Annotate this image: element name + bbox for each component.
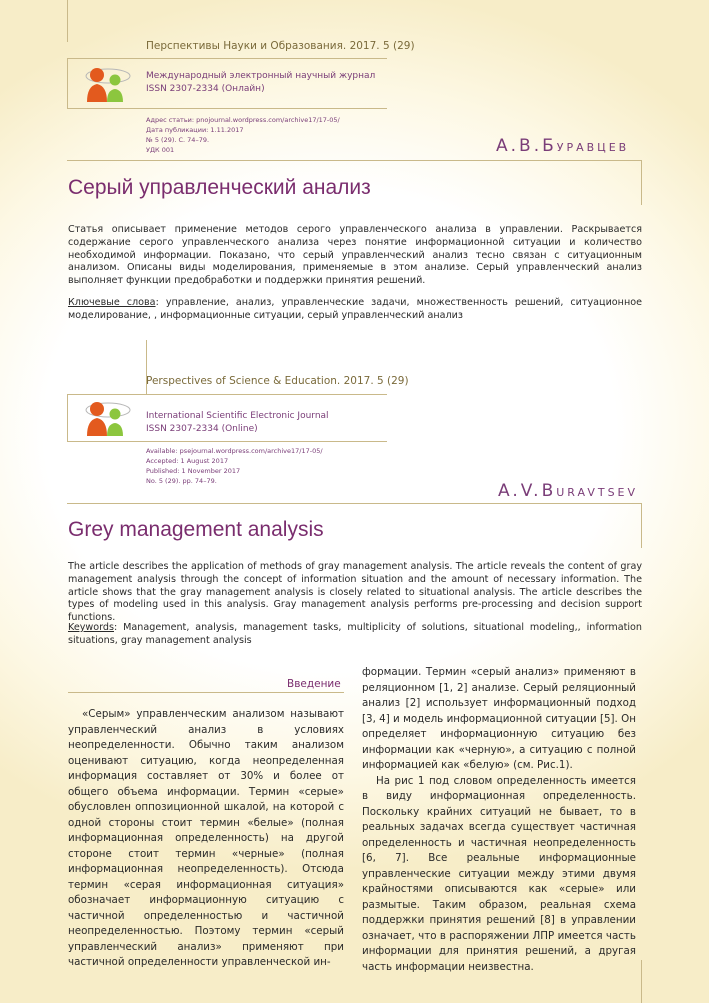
right-column-paragraph-1: формации. Термин «серый анализ» применяют в реляционном [1, 2] анализе. Серый реляционный анализ [2] использует информационный подход [3, 4] и модель информационной ситуации [5]. Он определяет информационную ситуацию без информации как «черную», а ситуацию с полной информацией как «белую» (см. Рис.1). bbox=[362, 666, 636, 771]
en-meta-published: Published: 1 November 2017 bbox=[146, 467, 241, 475]
en-meta-url: Available: psejournal.wordpress.com/archive17/17-05/ bbox=[146, 447, 323, 455]
ru-journal-header: Перспективы Науки и Образования. 2017. 5 (29) bbox=[146, 40, 415, 52]
ru-meta-udc: УДК 001 bbox=[146, 146, 175, 154]
en-header-rule bbox=[67, 394, 387, 395]
left-column bbox=[68, 707, 344, 971]
en-meta-accepted: Accepted: 1 August 2017 bbox=[146, 457, 229, 465]
ru-abstract: Статья описывает применение методов серого управленческого анализа в управлении. Раскрывается содержание серого управленческого анализа через понятие информационной ситуации и количество необходимой информации. Показано, что серый управленческий анализ тесно связан с ситуационным анализом. Описаны виды моделирования, применяемые в этом анализе. Серый управленческий анализ выполняет функции предобработки и поддержки принятия решений. bbox=[68, 224, 642, 287]
ru-keywords: Ключевые слова: управление, анализ, управленческие задачи, множественность решений, ситуационное моделирование, , информационные ситуации, серый управленческий анализ bbox=[68, 297, 642, 321]
ru-header-rule bbox=[67, 58, 387, 59]
ru-logo-bottom-rule bbox=[67, 108, 387, 109]
en-article-title: Grey management analysis bbox=[68, 518, 324, 541]
right-column bbox=[362, 665, 636, 975]
ru-issn: ISSN 2307-2334 (Онлайн) bbox=[146, 84, 265, 94]
journal-logo-icon-en bbox=[75, 396, 133, 440]
en-meta-issue: No. 5 (29). pp. 74–79. bbox=[146, 477, 217, 485]
en-keywords-label: Keywords bbox=[68, 622, 114, 633]
journal-logo-icon bbox=[75, 62, 133, 106]
ru-article-title: Серый управленческий анализ bbox=[68, 176, 371, 199]
en-journal-header: Perspectives of Science & Education. 2017. 5 (29) bbox=[146, 375, 409, 387]
ru-keywords-label: Ключевые слова bbox=[68, 297, 156, 308]
ru-journal-name: Международный электронный научный журнал bbox=[146, 71, 376, 81]
ru-left-rule bbox=[67, 0, 68, 42]
ru-meta-issue: № 5 (29). С. 74–79. bbox=[146, 136, 210, 144]
ru-meta-url: Адрес статьи: pnojournal.wordpress.com/archive17/17-05/ bbox=[146, 116, 340, 124]
en-author: A.V.BURAVTSEV bbox=[498, 481, 639, 501]
ru-title-rule bbox=[67, 160, 642, 161]
ru-author: А.В.БУРАВЦЕВ bbox=[496, 136, 630, 156]
ru-meta-date: Дата публикации: 1.11.2017 bbox=[146, 126, 244, 134]
en-title-side-rule bbox=[641, 503, 642, 548]
footer-side-rule bbox=[641, 960, 642, 1003]
ru-logo-rule bbox=[67, 58, 68, 108]
en-journal-name: International Scientific Electronic Journal bbox=[146, 411, 329, 421]
en-logo-rule bbox=[67, 394, 68, 441]
en-logo-bottom-rule bbox=[67, 441, 387, 442]
en-abstract: The article describes the application of methods of gray management analysis. The article reveals the content of gray management analysis through the concept of information situation and the amount of necessary information. The article shows that the gray management analysis is closely related to situational analysis. The article describes the types of modeling used in this analysis. Gray management analysis performs pre-processing and decision support functions. bbox=[68, 561, 642, 624]
left-column-paragraph: «Серым» управленческим анализом называют управленческий анализ в условиях неопределенности. Обычно таким анализом оценивают ситуацию, когда неопределенная информация составляет от 30% и более от общего объема информации. Термин «серые» обусловлен оппозиционной шкалой, на которой с одной стороны стоит термин «белые» (полная информационная определенность) на другой стороне стоит термин «черные» (полная информационная неопределенность). Отсюда термин «серая информационная ситуация» обозначает информационную ситуацию с частичной определенностью и частичной неопределенностью. Поэтому термин «серый управленческий анализ» применяют при частичной определенности управленческой ин- bbox=[68, 708, 344, 968]
right-column-paragraph-2: На рис 1 под словом определенность имеется в виду информационная определенность. Поскольку крайних ситуаций не бывает, то в реальных задачах всегда существует частичная определенность и частичная неопределенность [6, 7]. Все реальные информационные управленческие ситуации между этими двумя крайностями описываются как «серые» или размытые. Таким образом, реальная схема поддержки принятия решений [8] в управлении означает, что в распоряжении ЛПР имеется часть информации для принятия решений, а другая часть информации неизвестна. bbox=[362, 774, 636, 973]
en-title-rule bbox=[67, 503, 642, 504]
en-issn: ISSN 2307-2334 (Online) bbox=[146, 424, 258, 434]
section-rule bbox=[68, 692, 344, 693]
section-title-introduction: Введение bbox=[287, 678, 341, 690]
ru-title-side-rule bbox=[641, 160, 642, 205]
en-keywords: Keywords: Management, analysis, management tasks, multiplicity of solutions, situational modeling,, information situations, gray management analysis bbox=[68, 622, 642, 646]
